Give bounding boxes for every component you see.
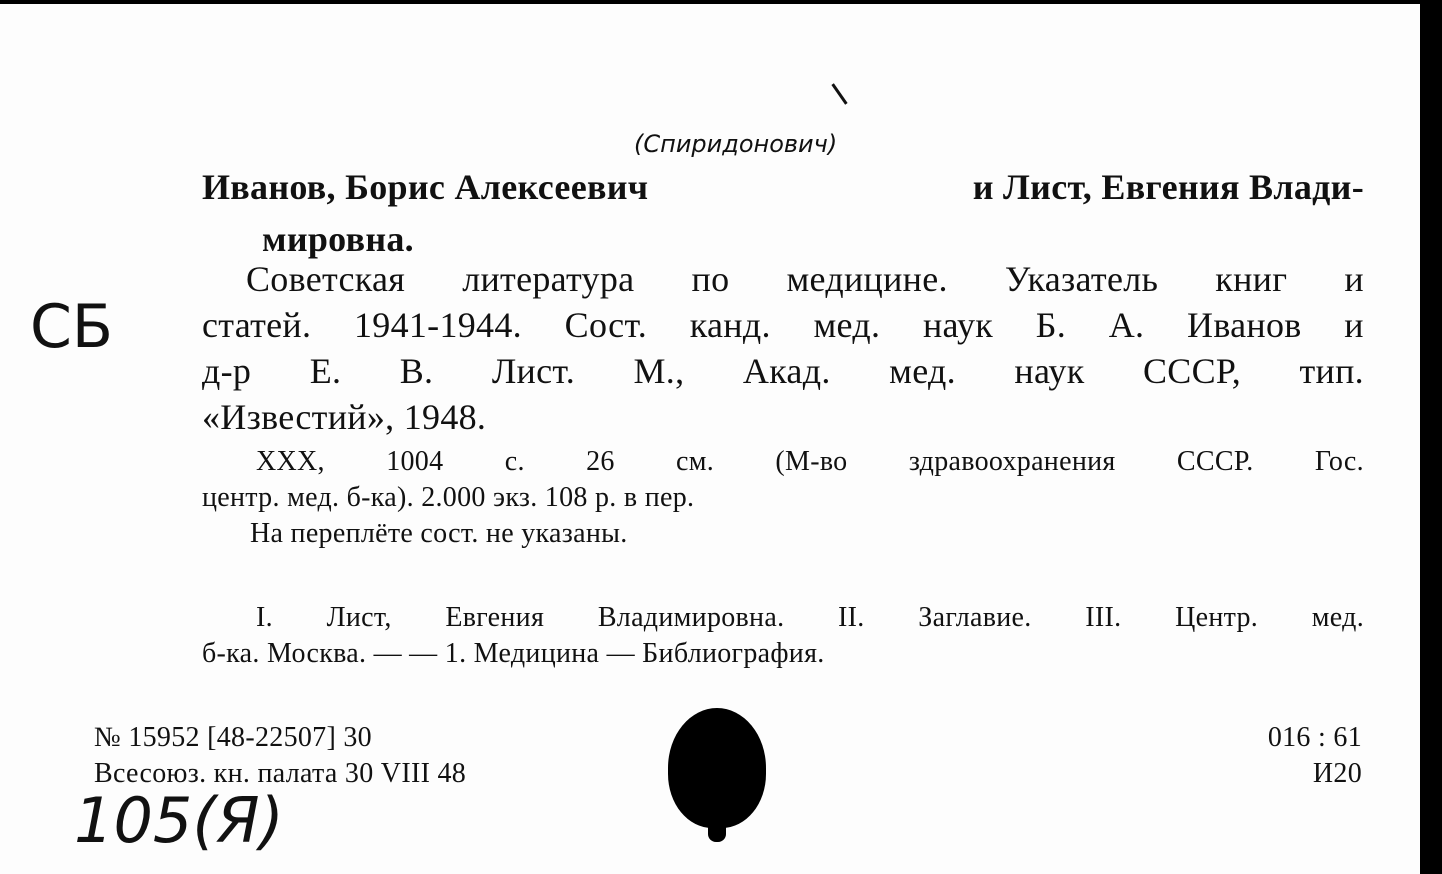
author-name: Иванов, Борис Алексеевич — [202, 167, 649, 207]
card-number: № 15952 [48-22507] 30 — [94, 722, 372, 753]
title-line-3: д-р Е. В. Лист. М., Акад. мед. наук СССР, тип. — [202, 351, 1364, 391]
book-chamber-line: Всесоюз. кн. палата 30 VIII 48 — [94, 758, 467, 789]
description-line-2: центр. мед. б-ка). 2.000 экз. 108 р. в пер. — [202, 482, 695, 513]
shelf-number: 105(Я) — [74, 784, 284, 857]
title-line-2: статей. 1941-1944. Сост. канд. мед. наук Б. А. Иванов и — [202, 305, 1364, 345]
classification-index: 016 : 61 — [1267, 722, 1362, 753]
rod-hole-notch — [708, 812, 726, 842]
card-top-edge — [0, 0, 1442, 4]
description-line-3: На переплёте сост. не указаны. — [250, 518, 628, 549]
heading-line-1 — [202, 166, 1364, 208]
title-line-4: «Известий», 1948. — [202, 397, 487, 437]
tracings-line-1: I. Лист, Евгения Владимировна. II. Заглавие. III. Центр. мед. — [256, 602, 1364, 633]
author-mark: И20 — [1312, 758, 1362, 789]
rod-hole — [668, 708, 766, 828]
card-right-edge — [1420, 0, 1442, 874]
margin-note: СБ — [30, 292, 114, 362]
patronymic-correction: (Спиридонович) — [634, 130, 838, 158]
description-line-1: XXX, 1004 с. 26 см. (М-во здравоохранения СССР. Гос. — [256, 446, 1364, 477]
tracings-line-2: б-ка. Москва. — — 1. Медицина — Библиография. — [202, 638, 825, 669]
title-line-1: Советская литература по медицине. Указатель книг и — [246, 259, 1364, 299]
co-author: и Лист, Евгения Влади- — [972, 167, 1364, 207]
heading-line-2: мировна. — [262, 219, 414, 259]
pencil-tick — [831, 83, 847, 104]
